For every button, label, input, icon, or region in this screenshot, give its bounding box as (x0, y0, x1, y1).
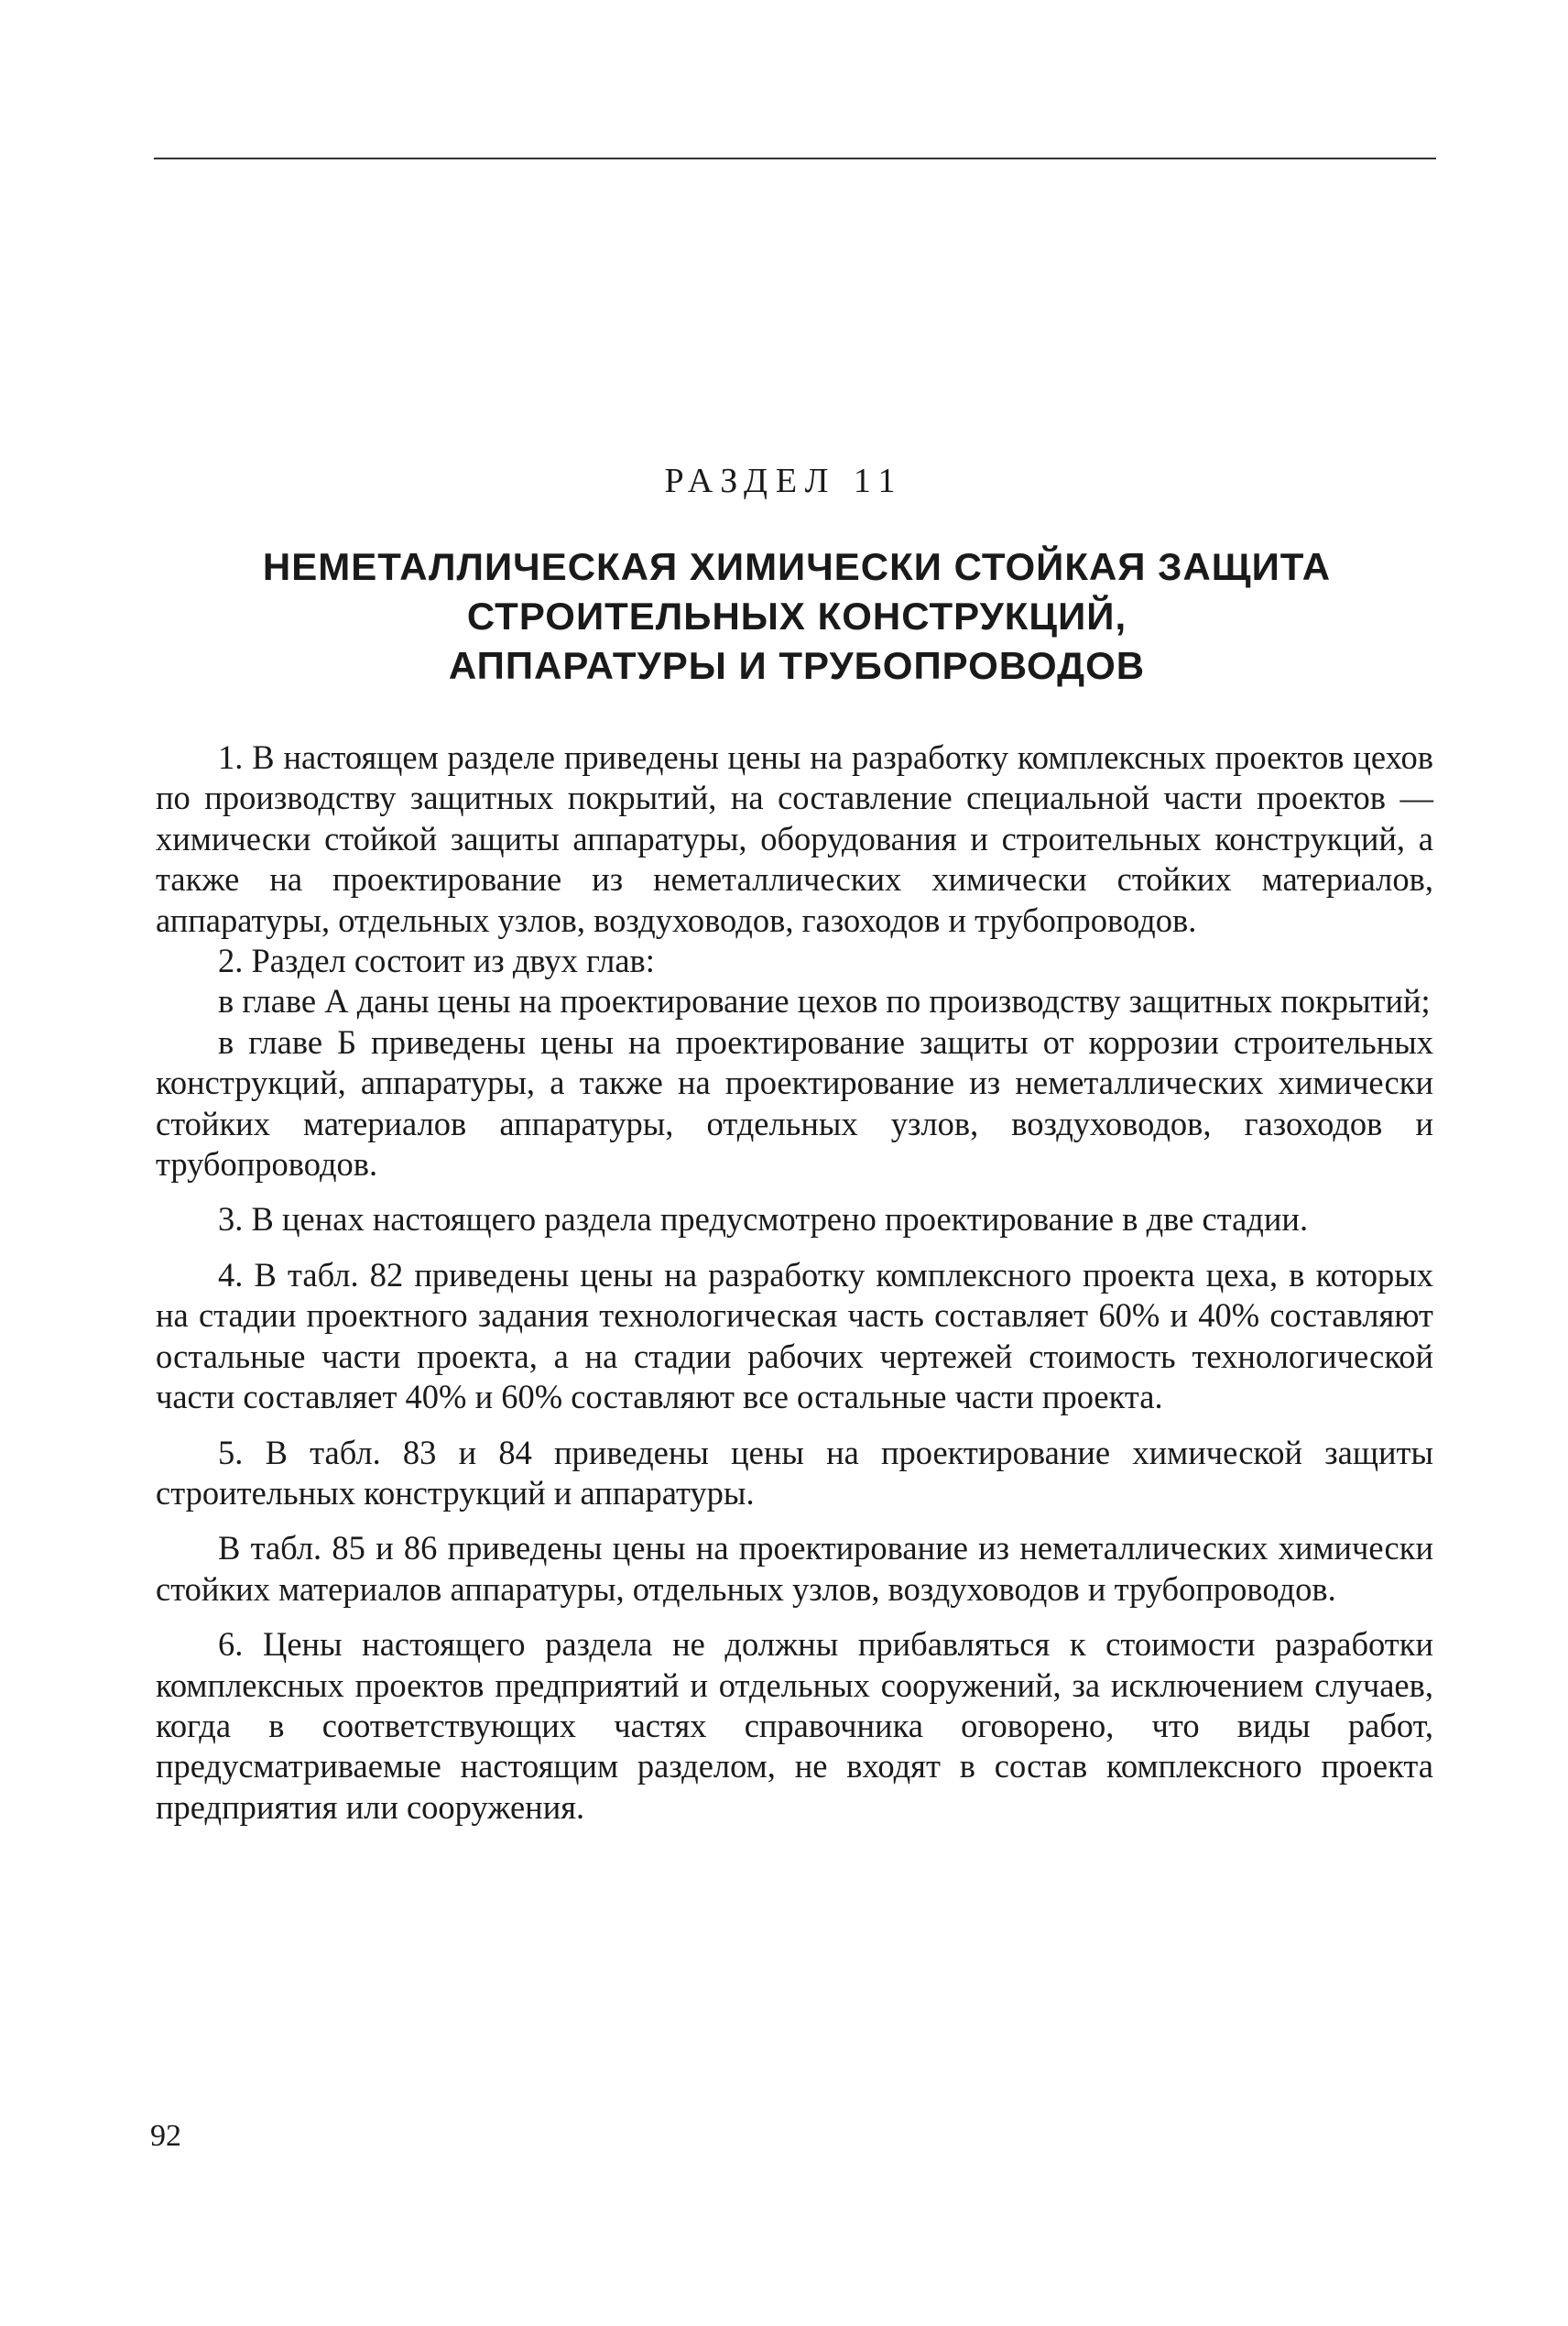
paragraph-6: 6. Цены настоящего раздела не должны прибавляться к стоимости разработки комплексных проектов предприятий и отдельных сооружений, за исключением случаев, когда в соответствующих частях справочника оговорено, что виды работ, предусматриваемые настоящим разделом, не входят в состав комплексного проекта предприятия или сооружения. (156, 1625, 1433, 1826)
paragraph-2-chapter-a: в главе А даны цены на проектирование цехов по производству защитных покрытий; (218, 982, 1431, 1021)
top-rule (154, 158, 1436, 159)
paragraph-1: 1. В настоящем разделе приведены цены на разработку комплексных проектов цехов по производству защитных покрытий, на составление специальной части проектов — химически стойкой защиты аппаратуры, оборудования и строительных конструкций, а также на проектирование из неметаллических химически стойких материалов, аппаратуры, отдельных узлов, воздуховодов, газоходов и трубопроводов. (156, 738, 1433, 939)
title-line: СТРОИТЕЛЬНЫХ КОНСТРУКЦИЙ, (466, 595, 1127, 638)
paragraph-2-chapter-b: в главе Б приведены цены на проектирование защиты от коррозии строительных конструкций, аппаратуры, а также на проектирование из неметаллических химически стойких материалов аппаратуры, отдельных узлов, воздуховодов, газоходов и трубопроводов. (156, 1022, 1433, 1184)
paragraph-5-tables: В табл. 85 и 86 приведены цены на проектирование из неметаллических химически стойких материалов аппаратуры, отдельных узлов, воздуховодов и трубопроводов. (156, 1529, 1433, 1608)
page-number: 92 (150, 2119, 181, 2153)
title-line: НЕМЕТАЛЛИЧЕСКАЯ ХИМИЧЕСКИ СТОЙКАЯ ЗАЩИТА (262, 545, 1332, 588)
title-line: АППАРАТУРЫ И ТРУБОПРОВОДОВ (448, 644, 1146, 687)
paragraph-5: 5. В табл. 83 и 84 приведены цены на проектирование химической защиты строительных конструкций и аппаратуры. (156, 1433, 1433, 1512)
paragraph-3: 3. В ценах настоящего раздела предусмотрено проектирование в две стадии. (218, 1200, 1309, 1239)
body-text (156, 737, 1433, 1828)
section-label: РАЗДЕЛ 11 (664, 462, 904, 500)
paragraph-2: 2. Раздел состоит из двух глав: (218, 942, 655, 980)
section-title (165, 542, 1429, 691)
paragraph-4: 4. В табл. 82 приведены цены на разработку комплексного проекта цеха, в которых на стадии проектного задания технологическая часть составляет 60% и 40% составляют остальные части проекта, а на стадии рабочих чертежей стоимость технологической части составляет 40% и 60% составляют все остальные части проекта. (156, 1255, 1433, 1416)
